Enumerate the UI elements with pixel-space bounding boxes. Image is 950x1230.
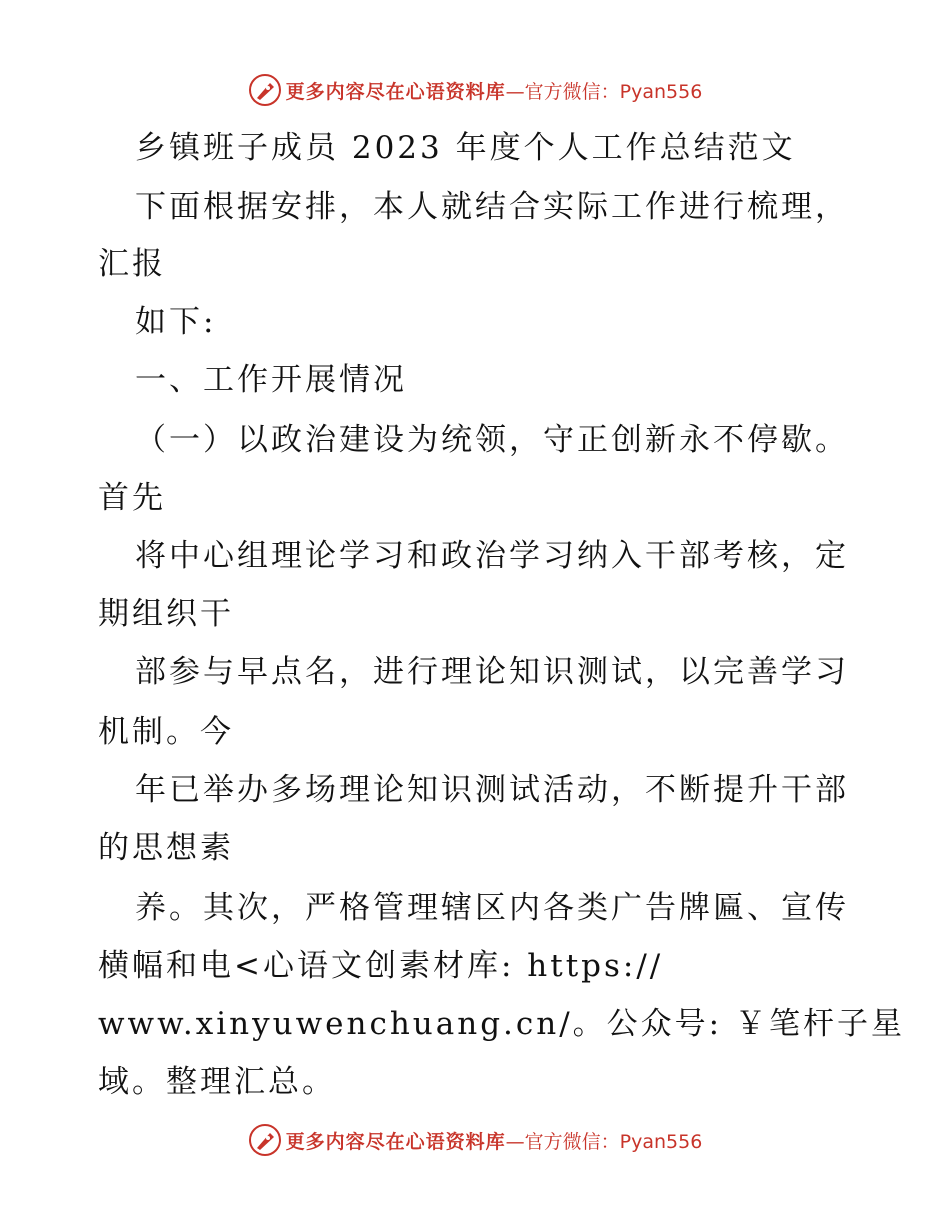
- text-line: 期组织干: [98, 596, 234, 632]
- pen-nib-logo-icon: [248, 1123, 282, 1157]
- banner-contact-text: —官方微信：Pyan556: [505, 80, 703, 103]
- text-line: 横幅和电<心语文创素材库: https://: [98, 948, 664, 984]
- section-heading: 一、工作开展情况: [135, 362, 407, 398]
- banner-contact-text: —官方微信：Pyan556: [505, 1130, 703, 1153]
- document-title: 乡镇班子成员 2023 年度个人工作总结范文: [135, 130, 796, 166]
- banner-brand-text: 更多内容尽在心语资料库: [285, 1130, 506, 1153]
- header-banner: [0, 70, 950, 110]
- text-line: 部参与早点名，进行理论知识测试，以完善学习: [135, 654, 849, 690]
- text-line: 养。其次，严格管理辖区内各类广告牌匾、宣传: [135, 890, 849, 926]
- text-line: 下面根据安排，本人就结合实际工作进行梳理，: [135, 189, 849, 225]
- text-line: 的思想素: [98, 830, 234, 866]
- text-line: www.xinyuwenchuang.cn/。公众号: ￥笔杆子星: [98, 1006, 905, 1042]
- text-line: 年已举办多场理论知识测试活动，不断提升干部: [135, 772, 849, 808]
- text-line: 域。整理汇总。: [98, 1064, 336, 1100]
- banner-brand-text: 更多内容尽在心语资料库: [285, 80, 506, 103]
- text-line: 将中心组理论学习和政治学习纳入干部考核，定: [135, 538, 849, 574]
- text-line: 首先: [98, 480, 166, 516]
- footer-banner: [0, 1120, 950, 1160]
- text-line: 汇报: [98, 246, 166, 282]
- text-line: 机制。今: [98, 714, 234, 750]
- pen-nib-logo-icon: [248, 73, 282, 107]
- subsection-heading: （一）以政治建设为统领，守正创新永不停歇。: [135, 422, 849, 458]
- text-line: 如下:: [135, 304, 217, 340]
